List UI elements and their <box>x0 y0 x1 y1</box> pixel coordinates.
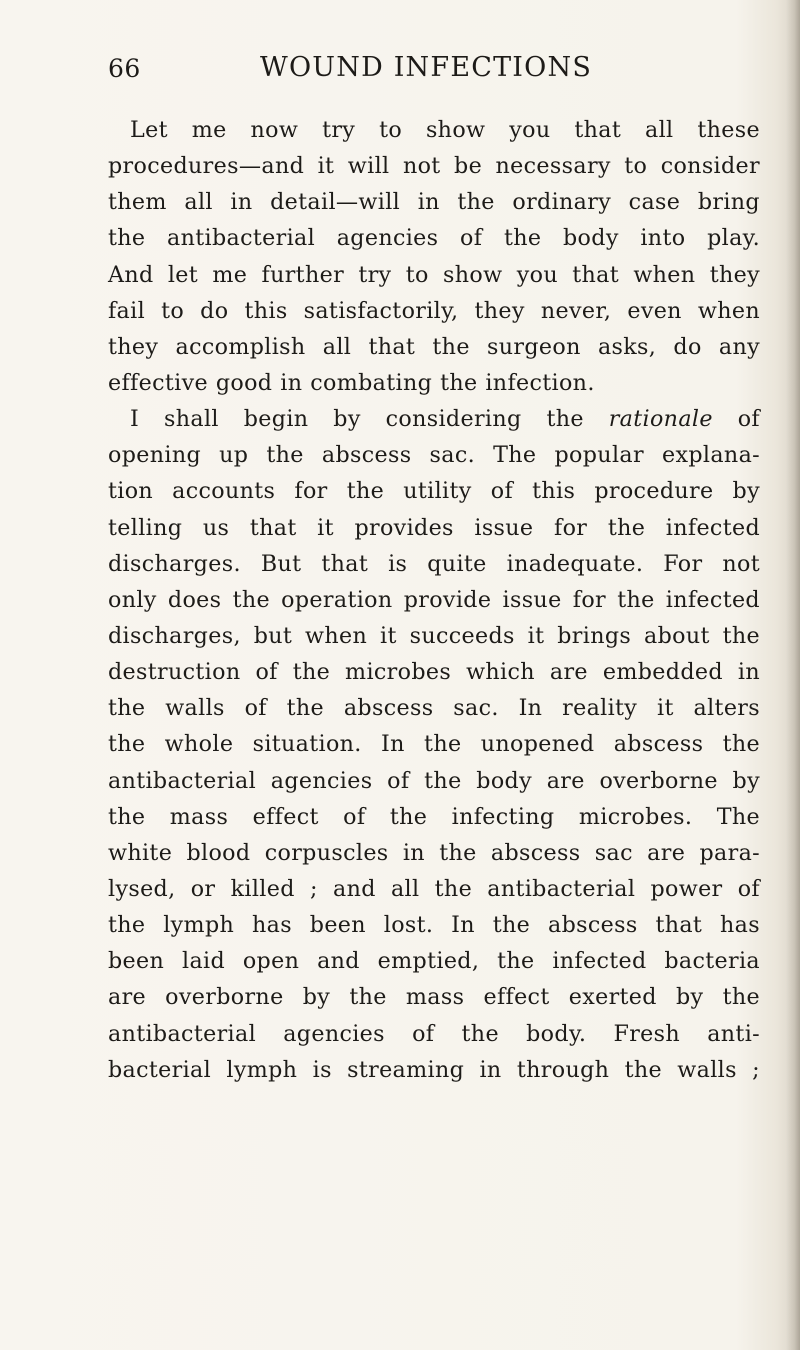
page-header <box>108 50 760 94</box>
body-text <box>108 112 760 1088</box>
text-line: lysed, or killed ; and all the antibacterial power of <box>108 875 760 902</box>
text-line: white blood corpuscles in the abscess sac are para- <box>108 839 760 866</box>
text-line: effective good in combating the infection. <box>108 369 595 396</box>
text-line: discharges, but when it succeeds it brings about the <box>108 622 760 649</box>
text-line: bacterial lymph is streaming in through the walls ; <box>108 1056 760 1083</box>
text-line: the antibacterial agencies of the body into play. <box>108 225 760 252</box>
text-line: procedures—and it will not be necessary to consider <box>108 153 760 180</box>
text-line: fail to do this satisfactorily, they never, even when <box>108 297 760 324</box>
text-line: they accomplish all that the surgeon asks, do any <box>108 333 760 360</box>
page-edge-shadow <box>786 0 800 1350</box>
text-line: are overborne by the mass effect exerted by the <box>108 984 760 1011</box>
text-line: And let me further try to show you that when they <box>108 261 760 288</box>
text-line: the mass effect of the infecting microbes. The <box>108 803 760 830</box>
paragraph-1 <box>108 112 760 401</box>
text-line: tion accounts for the utility of this procedure by <box>108 478 760 505</box>
text-line: telling us that it provides issue for the infected <box>108 514 760 541</box>
text-line <box>108 401 760 437</box>
text-line: the whole situation. In the unopened abscess the <box>108 731 760 758</box>
paragraph-2 <box>108 401 760 1088</box>
text-line: antibacterial agencies of the body. Fresh anti- <box>108 1020 760 1047</box>
text-fragment: I shall begin by considering the <box>130 406 609 433</box>
page-number: 66 <box>108 54 141 83</box>
text-line: the lymph has been lost. In the abscess that has <box>108 912 760 939</box>
text-line: only does the operation provide issue for the infected <box>108 586 760 613</box>
text-line: discharges. But that is quite inadequate. For not <box>108 550 760 577</box>
text-line: antibacterial agencies of the body are overborne by <box>108 767 760 794</box>
text-line: destruction of the microbes which are embedded in <box>108 659 760 686</box>
running-title: WOUND INFECTIONS <box>260 52 593 83</box>
text-line: the walls of the abscess sac. In reality it alters <box>108 695 760 722</box>
text-line: Let me now try to show you that all these <box>130 117 760 143</box>
text-line: opening up the abscess sac. The popular explana- <box>108 442 760 469</box>
italic-term: rationale <box>608 406 713 433</box>
text-fragment: of <box>712 406 760 433</box>
text-line: been laid open and emptied, the infected bacteria <box>108 948 760 975</box>
text-line: them all in detail—will in the ordinary case bring <box>108 189 760 216</box>
